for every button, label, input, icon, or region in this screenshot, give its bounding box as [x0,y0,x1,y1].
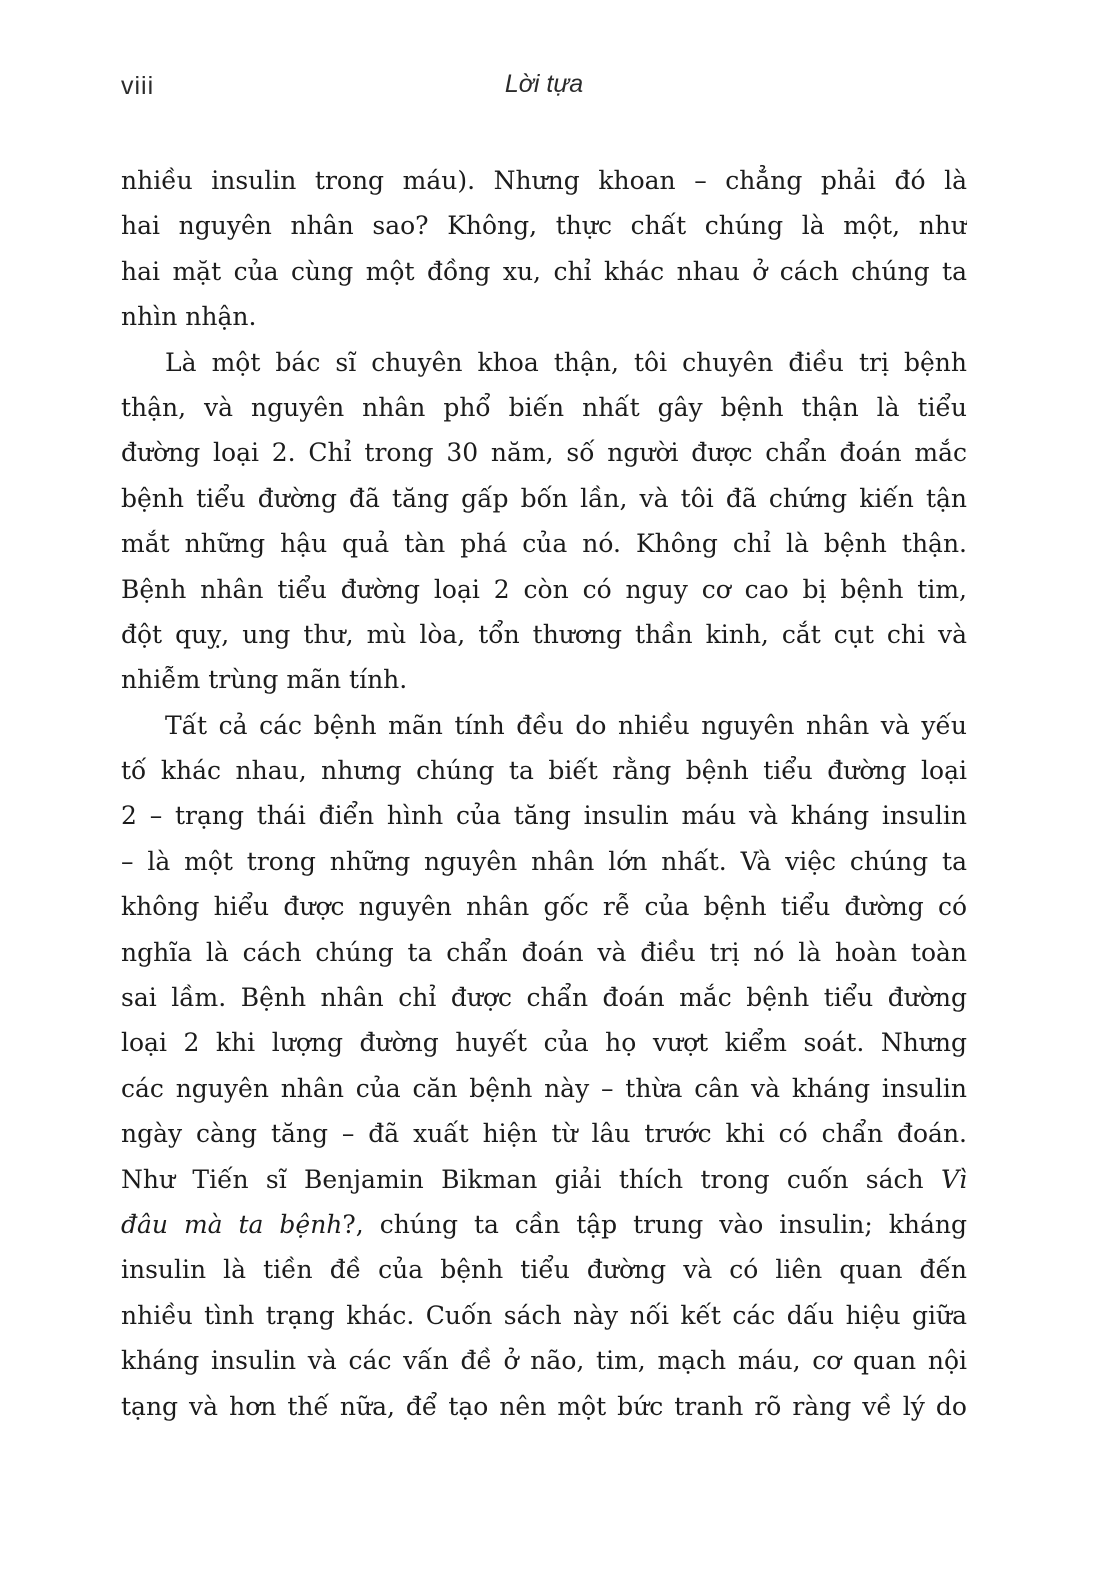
text-line [121,1066,967,1111]
text-line [121,657,967,702]
text-segment: 2 – trạng thái điển hình của tăng insulin máu và kháng insulin [121,801,967,831]
text-line [121,1384,967,1429]
text-line [121,1247,967,1292]
text-segment: hai nguyên nhân sao? Không, thực chất chúng là một, như [121,211,967,241]
text-line [121,1111,967,1156]
text-line [121,975,967,1020]
text-segment: ?, chúng ta cần tập trung vào insulin; kháng [342,1209,967,1239]
text-segment: mắt những hậu quả tàn phá của nó. Không chỉ là bệnh thận. [121,529,967,559]
book-title-italic: đâu mà ta bệnh [121,1209,343,1239]
text-line [121,1202,967,1247]
text-line [121,1338,967,1383]
text-line [121,521,967,566]
text-line [121,294,967,339]
text-line [121,567,967,612]
text-segment: insulin là tiền đề của bệnh tiểu đường và có liên quan đến [121,1255,967,1285]
text-line [121,430,967,475]
text-segment: nhiều tình trạng khác. Cuốn sách này nối kết các dấu hiệu giữa [121,1300,967,1330]
text-line [121,476,967,521]
text-segment: các nguyên nhân của căn bệnh này – thừa cân và kháng insulin [121,1073,967,1103]
text-line [121,839,967,884]
book-title-italic: Vì [940,1164,967,1194]
text-line [121,930,967,975]
text-line [121,612,967,657]
text-line [121,703,967,748]
text-segment: kháng insulin và các vấn đề ở não, tim, mạch máu, cơ quan nội [121,1346,967,1376]
text-segment: nhìn nhận. [121,302,257,332]
text-line [121,1157,967,1202]
text-line [121,1020,967,1065]
text-segment: tố khác nhau, nhưng chúng ta biết rằng bệnh tiểu đường loại [121,756,967,786]
text-segment: đường loại 2. Chỉ trong 30 năm, số người được chẩn đoán mắc [121,438,967,468]
text-line [121,203,967,248]
text-segment: Như Tiến sĩ Benjamin Bikman giải thích trong cuốn sách [121,1164,941,1194]
text-line [121,884,967,929]
text-line [121,385,967,430]
text-line [121,793,967,838]
text-segment: Bệnh nhân tiểu đường loại 2 còn có nguy cơ cao bị bệnh tim, [121,574,967,604]
text-segment: thận, và nguyên nhân phổ biến nhất gây bệnh thận là tiểu [121,392,967,422]
text-line [121,158,967,203]
running-head-title: Lời tựa [504,70,584,98]
text-segment: không hiểu được nguyên nhân gốc rễ của bệnh tiểu đường có [121,892,967,922]
body-text [121,158,967,1429]
text-segment: nghĩa là cách chúng ta chẩn đoán và điều trị nó là hoàn toàn [121,937,967,967]
text-segment: tạng và hơn thế nữa, để tạo nên một bức tranh rõ ràng về lý do [121,1391,967,1421]
text-segment: bệnh tiểu đường đã tăng gấp bốn lần, và tôi đã chứng kiến tận [121,483,967,513]
text-line [121,249,967,294]
text-segment: ngày càng tăng – đã xuất hiện từ lâu trước khi có chẩn đoán. [121,1119,967,1149]
text-segment: hai mặt của cùng một đồng xu, chỉ khác nhau ở cách chúng ta [121,256,967,286]
text-line [121,340,967,385]
text-segment: nhiều insulin trong máu). Nhưng khoan – chẳng phải đó là [121,166,967,195]
page-number: viii [121,72,155,100]
text-segment: Tất cả các bệnh mãn tính đều do nhiều nguyên nhân và yếu [165,710,967,740]
text-segment: loại 2 khi lượng đường huyết của họ vượt kiểm soát. Nhưng [121,1028,967,1058]
text-line [121,1293,967,1338]
text-segment: sai lầm. Bệnh nhân chỉ được chẩn đoán mắc bệnh tiểu đường [121,983,967,1013]
page-header [121,70,967,104]
text-segment: nhiễm trùng mãn tính. [121,665,408,695]
text-segment: Là một bác sĩ chuyên khoa thận, tôi chuyên điều trị bệnh [165,347,967,377]
text-line [121,748,967,793]
text-segment: – là một trong những nguyên nhân lớn nhất. Và việc chúng ta [121,846,967,876]
text-segment: đột quỵ, ung thư, mù lòa, tổn thương thần kinh, cắt cụt chi và [121,619,967,649]
